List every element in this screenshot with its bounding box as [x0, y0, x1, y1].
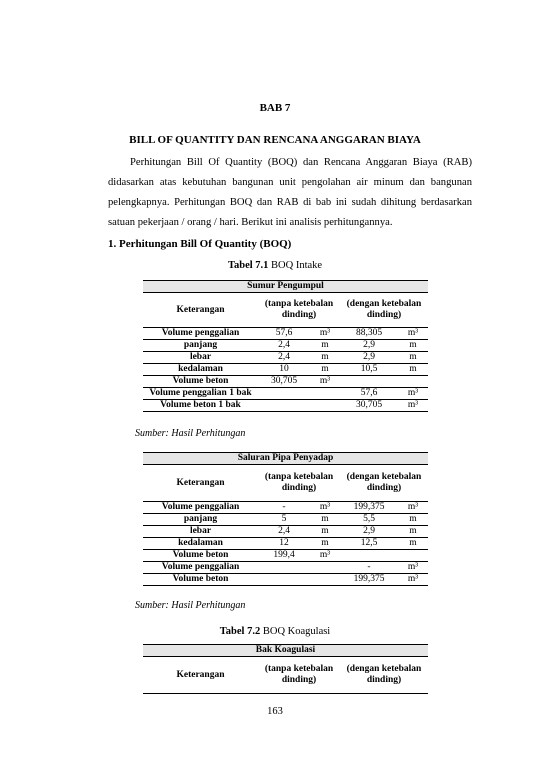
value-dengan: 10,5 — [340, 364, 398, 376]
row-label: lebar — [143, 352, 258, 364]
unit-dengan: m³ — [398, 574, 428, 586]
row-label: Volume beton 1 bak — [143, 400, 258, 412]
row-label: Volume beton — [143, 550, 258, 562]
value-dengan: 2,9 — [340, 526, 398, 538]
value-dengan: 57,6 — [340, 388, 398, 400]
row-label: Volume penggalian 1 bak — [143, 388, 258, 400]
table-row — [143, 328, 428, 340]
unit-tanpa: m³ — [310, 328, 340, 340]
table1-header-tanpa: (tanpa ketebalan dinding) — [264, 299, 334, 320]
table-row — [143, 400, 428, 412]
table3-header-dengan: (dengan ketebalan dinding) — [346, 664, 422, 685]
unit-tanpa: m³ — [310, 502, 340, 514]
page-number: 163 — [267, 706, 283, 717]
section-heading: 1. Perhitungan Bill Of Quantity (BOQ) — [108, 238, 292, 250]
unit-dengan: m³ — [398, 400, 428, 412]
unit-dengan: m³ — [398, 328, 428, 340]
value-tanpa: 10 — [258, 364, 310, 376]
table3-caption-number: Tabel 7.2 — [219, 626, 261, 637]
unit-tanpa — [310, 400, 340, 412]
value-dengan — [340, 376, 398, 388]
value-tanpa: 2,4 — [258, 340, 310, 352]
row-label: panjang — [143, 340, 258, 352]
table-saluran-pipa-penyadap — [143, 452, 428, 586]
value-tanpa — [258, 562, 310, 574]
table-row — [143, 562, 428, 574]
unit-dengan — [398, 376, 428, 388]
table1-title: Sumur Pengumpul — [143, 281, 428, 293]
value-tanpa: 2,4 — [258, 352, 310, 364]
table-bak-koagulasi — [143, 644, 428, 694]
value-dengan — [340, 550, 398, 562]
unit-dengan: m — [398, 340, 428, 352]
table-row — [143, 550, 428, 562]
table-row — [143, 376, 428, 388]
table3-caption-text: BOQ Koagulasi — [260, 626, 331, 637]
table-row — [143, 574, 428, 586]
table1-source: Sumber: Hasil Perhitungan — [135, 428, 246, 439]
unit-tanpa: m — [310, 364, 340, 376]
value-dengan: 2,9 — [340, 340, 398, 352]
row-label: Volume penggalian — [143, 562, 258, 574]
unit-dengan — [398, 550, 428, 562]
table-row — [143, 538, 428, 550]
row-label: Volume penggalian — [143, 328, 258, 340]
value-tanpa — [258, 388, 310, 400]
table1-header-keterangan: Keterangan — [176, 304, 225, 315]
table2-header-keterangan: Keterangan — [176, 477, 225, 488]
value-dengan: 12,5 — [340, 538, 398, 550]
table-sumur-pengumpul — [143, 280, 428, 412]
table-row — [143, 514, 428, 526]
table3-header-tanpa: (tanpa ketebalan dinding) — [264, 664, 334, 685]
value-tanpa: 5 — [258, 514, 310, 526]
unit-tanpa: m³ — [310, 376, 340, 388]
unit-tanpa: m — [310, 352, 340, 364]
unit-tanpa — [310, 574, 340, 586]
value-tanpa: 12 — [258, 538, 310, 550]
unit-tanpa — [310, 388, 340, 400]
table-row — [143, 502, 428, 514]
value-tanpa: 2,4 — [258, 526, 310, 538]
table2-header-dengan: (dengan ketebalan dinding) — [346, 472, 422, 493]
value-tanpa: 30,705 — [258, 376, 310, 388]
value-dengan: 199,375 — [340, 574, 398, 586]
row-label: lebar — [143, 526, 258, 538]
unit-dengan: m — [398, 352, 428, 364]
table3-caption — [0, 626, 550, 637]
unit-dengan: m — [398, 364, 428, 376]
value-tanpa: 199,4 — [258, 550, 310, 562]
value-dengan: 199,375 — [340, 502, 398, 514]
row-label: Volume beton — [143, 376, 258, 388]
unit-dengan: m³ — [398, 502, 428, 514]
table-row — [143, 526, 428, 538]
table2-title: Saluran Pipa Penyadap — [143, 453, 428, 465]
unit-dengan: m — [398, 514, 428, 526]
row-label: kedalaman — [143, 364, 258, 376]
table2-source: Sumber: Hasil Perhitungan — [135, 600, 246, 611]
chapter-heading: BAB 7 — [259, 102, 291, 114]
table1-caption-number: Tabel 7.1 — [227, 260, 269, 271]
table-row — [143, 352, 428, 364]
value-dengan: - — [340, 562, 398, 574]
value-tanpa — [258, 574, 310, 586]
unit-tanpa: m — [310, 340, 340, 352]
unit-tanpa: m — [310, 514, 340, 526]
value-tanpa: - — [258, 502, 310, 514]
chapter-title: BILL OF QUANTITY DAN RENCANA ANGGARAN BIAYA — [129, 134, 421, 146]
unit-dengan: m — [398, 526, 428, 538]
table1-caption — [0, 260, 550, 271]
value-tanpa — [258, 400, 310, 412]
unit-tanpa — [310, 562, 340, 574]
intro-paragraph — [108, 153, 472, 233]
table-row — [143, 340, 428, 352]
row-label: kedalaman — [143, 538, 258, 550]
table3-title: Bak Koagulasi — [143, 645, 428, 657]
table3-header-keterangan: Keterangan — [176, 669, 225, 680]
row-label: Volume penggalian — [143, 502, 258, 514]
table2-header-tanpa: (tanpa ketebalan dinding) — [264, 472, 334, 493]
unit-dengan: m — [398, 538, 428, 550]
unit-tanpa: m³ — [310, 550, 340, 562]
table1-header-dengan: (dengan ketebalan dinding) — [346, 299, 422, 320]
value-dengan: 88,305 — [340, 328, 398, 340]
value-dengan: 2,9 — [340, 352, 398, 364]
row-label: panjang — [143, 514, 258, 526]
table1-caption-text: BOQ Intake — [268, 260, 323, 271]
unit-tanpa: m — [310, 538, 340, 550]
intro-text: Perhitungan Bill Of Quantity (BOQ) dan Rencana Anggaran Biaya (RAB) didasarkan atas kebutuhan bangunan unit pengolahan air minum dan bangunan pelengkapnya. Perhitungan BOQ dan RAB di bab ini sudah dihitung berdasarkan satuan pekerjaan / orang / hari. Berikut ini analisis perhitungannya. — [108, 157, 472, 228]
value-tanpa: 57,6 — [258, 328, 310, 340]
value-dengan: 30,705 — [340, 400, 398, 412]
value-dengan: 5,5 — [340, 514, 398, 526]
unit-tanpa: m — [310, 526, 340, 538]
table-row — [143, 364, 428, 376]
table-row — [143, 388, 428, 400]
unit-dengan: m³ — [398, 388, 428, 400]
row-label: Volume beton — [143, 574, 258, 586]
unit-dengan: m³ — [398, 562, 428, 574]
